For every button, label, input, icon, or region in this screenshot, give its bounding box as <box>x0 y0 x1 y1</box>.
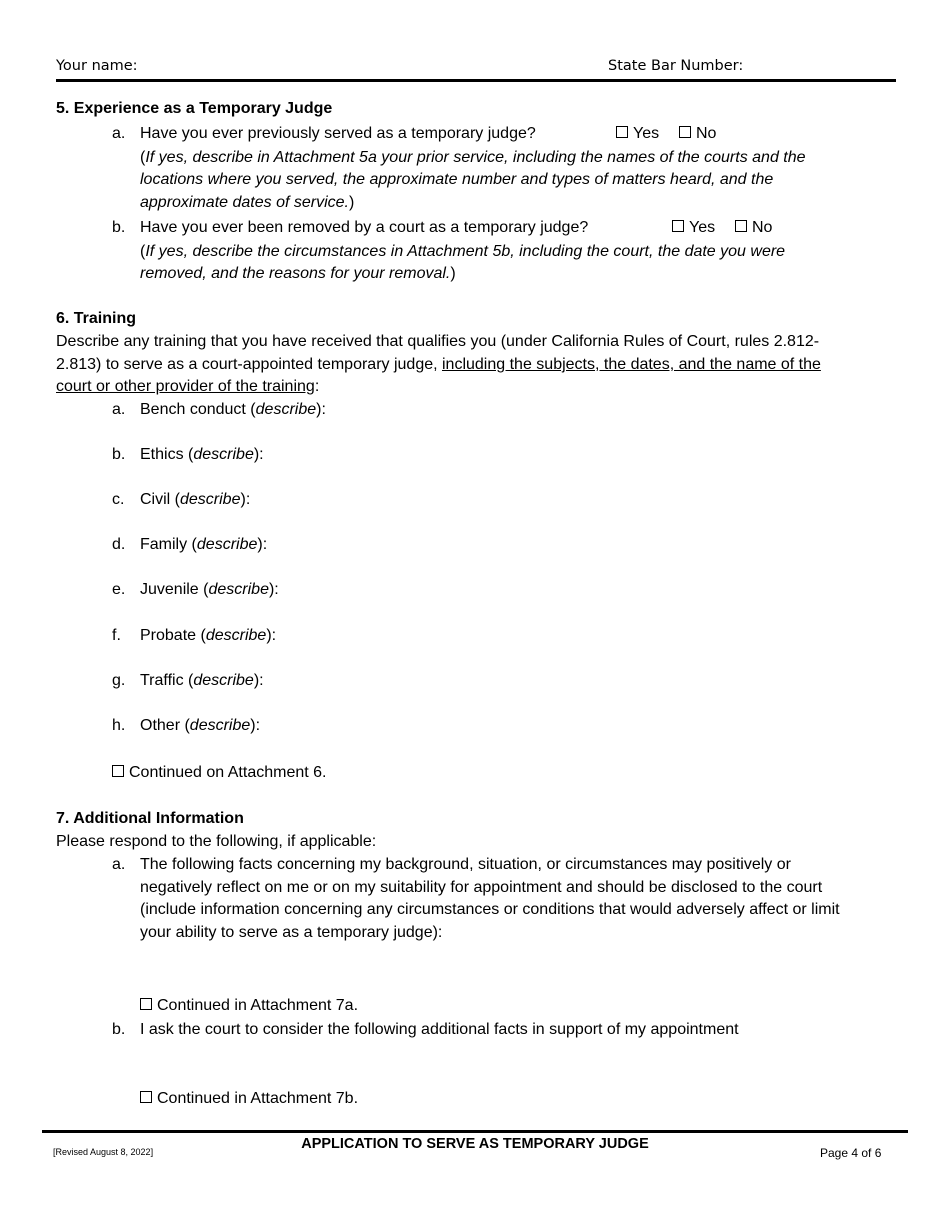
footer-title: APPLICATION TO SERVE AS TEMPORARY JUDGE <box>301 1136 649 1152</box>
training-item-label: Other (describe): <box>140 717 261 734</box>
training-desc-line-1: Describe any training that you have received that qualifies you (under California Rules of Court, rules 2.812- <box>56 333 820 350</box>
note-5a-line-3: approximate dates of service.) <box>140 194 355 211</box>
option-5a-no[interactable]: No <box>679 125 716 143</box>
training-item-label: Juvenile (describe): <box>140 581 279 598</box>
item-5a-letter: a. <box>112 125 126 142</box>
training-item-label: Ethics (describe): <box>140 446 264 463</box>
checkbox-5b-no[interactable] <box>735 220 747 232</box>
training-desc-line-3: court or other provider of the training: <box>56 378 320 395</box>
checkbox-5a-yes[interactable] <box>616 126 628 138</box>
checkbox-continued-7a[interactable] <box>140 998 152 1010</box>
training-item-label: Traffic (describe): <box>140 672 264 689</box>
note-5b-line-2: removed, and the reasons for your removal.) <box>140 265 456 282</box>
item-5b-letter: b. <box>112 219 126 236</box>
training-item-letter: a. <box>112 401 126 418</box>
section-6-title: 6. Training <box>56 310 137 327</box>
training-item-letter: f. <box>112 627 121 644</box>
your-name-label: Your name: <box>56 58 138 74</box>
checkbox-continued-6[interactable] <box>112 765 124 777</box>
text-7a-line-3: (include information concerning any circumstances or conditions that would adversely affect or limit <box>140 901 840 918</box>
continued-attachment-7a[interactable]: Continued in Attachment 7a. <box>140 997 358 1015</box>
section-7-intro: Please respond to the following, if applicable: <box>56 833 377 850</box>
footer-rule <box>42 1130 908 1133</box>
checkbox-5a-no[interactable] <box>679 126 691 138</box>
item-7a-letter: a. <box>112 856 126 873</box>
note-5b-line-1: (If yes, describe the circumstances in Attachment 5b, including the court, the date you were <box>140 243 786 260</box>
note-5a-line-1: (If yes, describe in Attachment 5a your prior service, including the names of the courts and the <box>140 149 806 166</box>
option-5b-yes[interactable]: Yes <box>672 219 715 237</box>
text-7a-line-4: your ability to serve as a temporary judge): <box>140 924 443 941</box>
question-5a: Have you ever previously served as a temporary judge? <box>140 125 536 142</box>
continued-attachment-7b[interactable]: Continued in Attachment 7b. <box>140 1090 358 1108</box>
text-7b-line-1: I ask the court to consider the following additional facts in support of my appointment <box>140 1021 739 1038</box>
training-item-label: Family (describe): <box>140 536 268 553</box>
training-item-label: Civil (describe): <box>140 491 251 508</box>
state-bar-number-label: State Bar Number: <box>608 58 744 74</box>
training-item-letter: b. <box>112 446 126 463</box>
training-item-letter: e. <box>112 581 126 598</box>
option-5b-no[interactable]: No <box>735 219 772 237</box>
training-item-letter: h. <box>112 717 126 734</box>
footer-revised-date: [Revised August 8, 2022] <box>53 1147 154 1157</box>
text-7a-line-1: The following facts concerning my background, situation, or circumstances may positively or <box>140 856 791 873</box>
note-5a-line-2: locations where you served, the approximate number and types of matters heard, and the <box>140 171 774 188</box>
footer-page-number: Page 4 of 6 <box>820 1146 882 1160</box>
checkbox-continued-7b[interactable] <box>140 1091 152 1103</box>
training-item-letter: g. <box>112 672 126 689</box>
option-5a-yes[interactable]: Yes <box>616 125 659 143</box>
training-item-letter: c. <box>112 491 125 508</box>
question-5b: Have you ever been removed by a court as a temporary judge? <box>140 219 589 236</box>
training-item-letter: d. <box>112 536 126 553</box>
item-7b-letter: b. <box>112 1021 126 1038</box>
training-item-label: Probate (describe): <box>140 627 277 644</box>
training-item-label: Bench conduct (describe): <box>140 401 326 418</box>
checkbox-5b-yes[interactable] <box>672 220 684 232</box>
section-7-title: 7. Additional Information <box>56 810 244 827</box>
training-desc-line-2: 2.813) to serve as a court-appointed temporary judge, including the subjects, the dates, and the name of the <box>56 356 821 373</box>
section-5-title: 5. Experience as a Temporary Judge <box>56 100 333 117</box>
header-rule <box>56 79 896 82</box>
text-7a-line-2: negatively reflect on me or on my suitability for appointment and should be disclosed to the court <box>140 879 823 896</box>
continued-attachment-6[interactable]: Continued on Attachment 6. <box>112 764 326 782</box>
